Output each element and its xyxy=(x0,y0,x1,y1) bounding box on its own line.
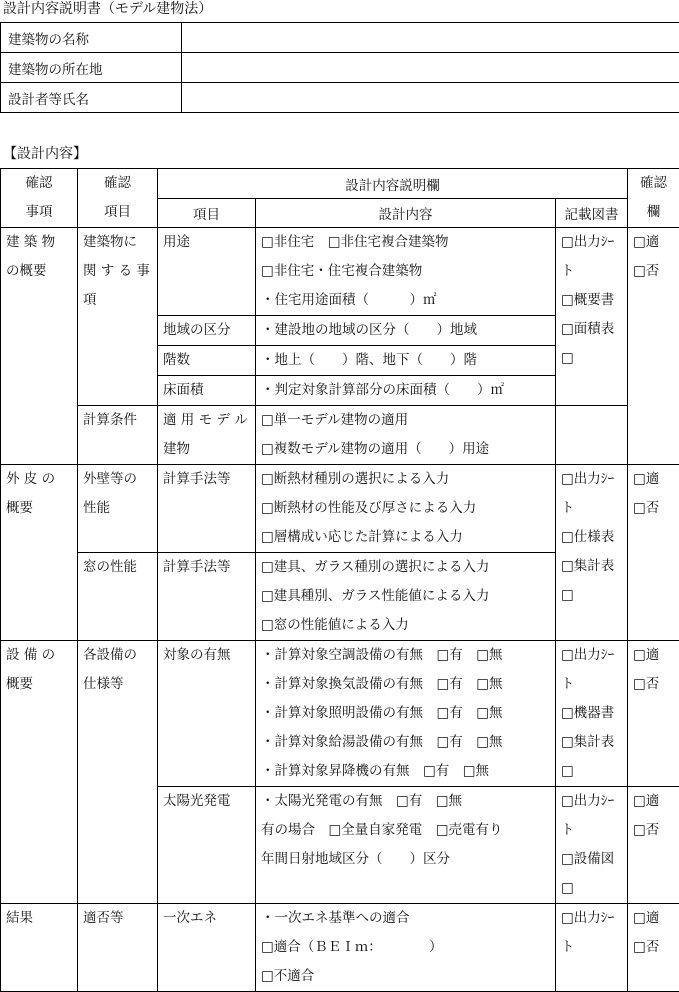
label-model: 適 用 モ デ ル 建物 xyxy=(158,406,256,465)
check-equipment[interactable]: □適 □否 xyxy=(628,641,679,787)
info-label: 建築物の名称 xyxy=(1,23,182,53)
text-line: 年間日射地域区分（ ）区分 xyxy=(261,845,555,874)
design-chiiki: ・建設地の地域の区分（ ）地域 xyxy=(256,316,556,346)
drawings-equipment[interactable]: □出力ｼｰ ト □機器書 □集計表 □ xyxy=(556,641,628,787)
item-compliance: 適否等 xyxy=(78,904,158,992)
item-window-performance: 窓の性能 xyxy=(78,553,158,641)
design-presence xyxy=(256,641,556,787)
checkbox-line[interactable]: □複数モデル建物の適用（ ）用途 xyxy=(261,435,555,464)
drawings-envelope[interactable]: □出力ｼｰ ト □仕様表 □集計表 □ xyxy=(556,465,628,641)
table-row xyxy=(1,904,679,992)
subheader-drawing: 記載図書 xyxy=(556,199,628,228)
item-equipment-spec: 各設備の 仕様等 xyxy=(78,641,158,904)
label-chiiki: 地域の区分 xyxy=(158,316,256,346)
item-building-matters: 建築物に 関 す る 事 項 xyxy=(78,228,158,406)
building-info-table xyxy=(0,22,679,113)
design-solar xyxy=(256,787,556,904)
checkbox-line[interactable]: □層構成い応じた計算による入力 xyxy=(261,523,555,552)
label-presence: 対象の有無 xyxy=(158,641,256,787)
text-line: ・一次エネ基準への適合 xyxy=(261,904,555,933)
info-row-designer xyxy=(1,83,679,113)
info-label: 建築物の所在地 xyxy=(1,53,182,83)
design-result xyxy=(256,904,556,992)
label-solar: 太陽光発電 xyxy=(158,787,256,904)
category-result: 結果 xyxy=(1,904,78,992)
checkbox-line[interactable]: □単一モデル建物の適用 xyxy=(261,406,555,435)
info-value[interactable] xyxy=(182,83,679,113)
document-title: 設計内容説明書（モデル建物法） xyxy=(3,0,212,18)
table-row xyxy=(1,228,679,316)
label-primary-energy: 一次エネ xyxy=(158,904,256,992)
checkbox-line[interactable]: ・計算対象給湯設備の有無 □有 □無 xyxy=(261,728,555,757)
checkbox-line[interactable]: ・太陽光発電の有無 □有 □無 xyxy=(261,787,555,816)
label-floor-area: 床面積 xyxy=(158,376,256,406)
info-row-location xyxy=(1,53,679,83)
checkbox-line[interactable]: □建具、ガラス種別の選択による入力 xyxy=(261,553,555,582)
subheader-item: 項目 xyxy=(158,199,256,228)
design-youto xyxy=(256,228,556,316)
label-method-window: 計算手法等 xyxy=(158,553,256,641)
check-solar[interactable]: □適 □否 xyxy=(628,787,679,904)
header-check-column: 確認 欄 xyxy=(628,169,679,228)
header-check-item: 確認 項目 xyxy=(78,169,158,228)
subheader-design: 設計内容 xyxy=(256,199,556,228)
info-value[interactable] xyxy=(182,23,679,53)
table-row xyxy=(1,641,679,787)
design-method-wall xyxy=(256,465,556,553)
checkbox-line[interactable]: □断熱材種別の選択による入力 xyxy=(261,465,555,494)
design-kaisu: ・地上（ ）階、地下（ ）階 xyxy=(256,346,556,376)
header-category: 確認 事項 xyxy=(1,169,78,228)
drawings-building[interactable]: □出力ｼｰ ト □概要書 □面積表 □ xyxy=(556,228,628,406)
design-content-table xyxy=(0,168,679,992)
header-row xyxy=(1,169,679,199)
check-result[interactable]: □適 □否 xyxy=(628,904,679,992)
text-line: ・住宅用途面積（ ）㎡ xyxy=(261,286,555,315)
item-calc-conditions: 計算条件 xyxy=(78,406,158,465)
checkbox-line[interactable]: □不適合 xyxy=(261,962,555,991)
checkbox-line[interactable]: □適合（ＢＥＩｍ： ） xyxy=(261,933,555,962)
drawings-model-empty xyxy=(556,406,628,465)
category-building: 建 築 物 の概要 xyxy=(1,228,78,465)
item-wall-performance: 外壁等の 性能 xyxy=(78,465,158,553)
design-method-window xyxy=(256,553,556,641)
checkbox-line[interactable]: □非住宅・住宅複合建築物 xyxy=(261,257,555,286)
checkbox-line[interactable]: ・計算対象照明設備の有無 □有 □無 xyxy=(261,699,555,728)
check-envelope[interactable]: □適 □否 xyxy=(628,465,679,641)
checkbox-line[interactable]: □窓の性能値による入力 xyxy=(261,611,555,640)
category-envelope: 外 皮 の 概要 xyxy=(1,465,78,641)
info-label: 設計者等氏名 xyxy=(1,83,182,113)
drawings-solar[interactable]: □出力ｼｰ ト □設備図 □ xyxy=(556,787,628,904)
checkbox-line[interactable]: □建具種別、ガラス性能値による入力 xyxy=(261,582,555,611)
checkbox-line[interactable]: ・計算対象換気設備の有無 □有 □無 xyxy=(261,670,555,699)
category-equipment: 設 備 の 概要 xyxy=(1,641,78,904)
drawings-result[interactable]: □出力ｼｰ ト xyxy=(556,904,628,992)
design-floor-area: ・判定対象計算部分の床面積（ ）㎡ xyxy=(256,376,556,406)
checkbox-line[interactable]: 有の場合 □全量自家発電 □売電有り xyxy=(261,816,555,845)
checkbox-line[interactable]: ・計算対象空調設備の有無 □有 □無 xyxy=(261,641,555,670)
checkbox-line[interactable]: □断熱材の性能及び厚さによる入力 xyxy=(261,494,555,523)
check-building[interactable]: □適 □否 xyxy=(628,228,679,465)
table-row xyxy=(1,465,679,553)
checkbox-line[interactable]: ・計算対象昇降機の有無 □有 □無 xyxy=(261,757,555,786)
label-youto: 用途 xyxy=(158,228,256,316)
design-model xyxy=(256,406,556,465)
header-design-description: 設計内容説明欄 xyxy=(158,169,628,199)
label-kaisu: 階数 xyxy=(158,346,256,376)
info-row-name xyxy=(1,23,679,53)
section-title: 【設計内容】 xyxy=(3,145,87,163)
checkbox-line[interactable]: □非住宅 □非住宅複合建築物 xyxy=(261,228,555,257)
info-value[interactable] xyxy=(182,53,679,83)
label-method-wall: 計算手法等 xyxy=(158,465,256,553)
